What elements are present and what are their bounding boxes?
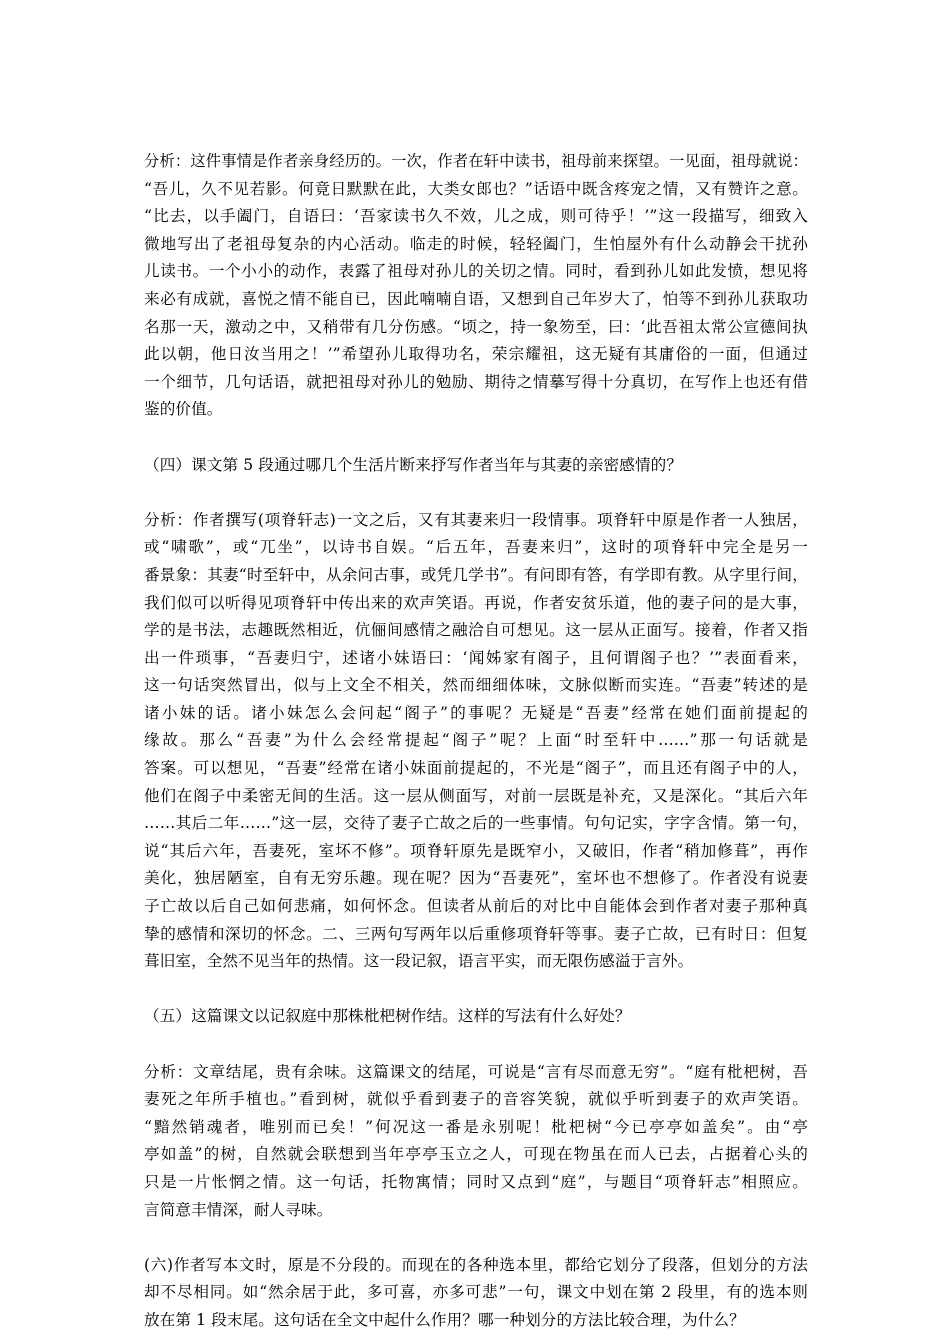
question-line: （四）课文第 5 段通过哪几个生活片断来抒写作者当年与其妻的亲密感情的？ <box>144 455 683 474</box>
paragraph-gap <box>144 479 808 507</box>
text-line: 这一句话突然冒出，似与上文全不相关，然而细细体味，文脉似断而实连。“吾妻”转述的是 <box>144 676 808 695</box>
text-line: 只是一片怅惘之情。这一句话，托物寓情；同时又点到“庭”，与题目“项脊轩志”相照应。 <box>144 1172 808 1191</box>
text-line: 分析：这件事情是作者亲身经历的。一次，作者在轩中读书，祖母前来探望。一见面，祖母就说： <box>144 152 808 170</box>
text-line: 说“其后六年，吾妻死，室坏不修”。项脊轩原先是既窄小，又破旧，作者“稍加修葺”，再作 <box>144 841 808 860</box>
question-line: (六)作者写本文时，原是不分段的。而现在的各种选本里，都给它划分了段落，但划分的方法 <box>144 1255 808 1274</box>
text-line: 亭如盖”的树，自然就会联想到当年亭亭玉立之人，可现在物虽在而人已去，占据着心头的 <box>144 1145 808 1164</box>
text-line: ……其后二年……”这一层，交待了妻子亡故之后的一些事情。句句记实，字字含情。第一句， <box>144 814 808 833</box>
text-line: 来必有成就，喜悦之情不能自已，因此喃喃自语，又想到自己年岁大了，怕等不到孙儿获取功 <box>144 289 808 308</box>
text-line: 分析：文章结尾，贵有余味。这篇课文的结尾，可说是“言有尽而意无穷”。“庭有枇杷树，吾 <box>144 1062 808 1081</box>
text-line: 出一件琐事，“吾妻归宁，述诸小妹语曰：‘闻姊家有阁子，且何谓阁子也？’”表面看来， <box>144 648 808 667</box>
text-line: “黯然销魂者，唯别而已矣！”何况这一番是永别呢！枇杷树“今已亭亭如盖矣”。由“亭 <box>144 1117 808 1136</box>
text-line: 学的是书法，志趣既然相近，伉俪间感情之融洽自可想见。这一层从正面写。接着，作者又指 <box>144 621 808 640</box>
text-line: 番景象：其妻“时至轩中，从余问古事，或凭几学书”。有问即有答，有学即有教。从字里行间， <box>144 565 808 584</box>
analysis-paragraph-3 <box>144 148 808 424</box>
paragraph-gap <box>144 424 808 452</box>
text-line: 名那一天，激动之中，又稍带有几分伤感。“顷之，持一象笏至，曰：‘此吾祖太常公宣德间执 <box>144 317 808 336</box>
paragraph-gap <box>144 1224 808 1252</box>
text-line: 微地写出了老祖母复杂的内心活动。临走的时候，轻轻阖门，生怕屋外有什么动静会干扰孙 <box>144 234 808 253</box>
question-4 <box>144 452 808 480</box>
text-line: 子亡故以后自己如何悲痛，如何怀念。但读者从前后的对比中自能体会到作者对妻子那种真 <box>144 897 808 916</box>
text-line: 葺旧室，全然不见当年的热情。这一段记叙，语言平实，而无限伤感溢于言外。 <box>144 952 694 971</box>
text-line: 诸小妹的话。诸小妹怎么会问起“阁子”的事呢？无疑是“吾妻”经常在她们面前提起的 <box>144 703 808 722</box>
text-line: 挚的感情和深切的怀念。二、三两句写两年以后重修项脊轩等事。妻子亡故，已有时日：但复 <box>144 924 808 943</box>
text-line: 缘故。那么“吾妻”为什么会经常提起“阁子”呢？上面“时至轩中……”那一句话就是 <box>144 731 808 750</box>
text-line: 妻死之年所手植也。”看到树，就似乎看到妻子的音容笑貌，就似乎听到妻子的欢声笑语。 <box>144 1090 808 1109</box>
text-line: “比去，以手阖门，自语曰：‘吾家读书久不效，儿之成，则可待乎！’”这一段描写，细致入 <box>144 207 808 226</box>
paragraph-gap <box>144 976 808 1004</box>
text-line: 答案。可以想见，“吾妻”经常在诸小妹面前提起的，不光是“阁子”，而且还有阁子中的人， <box>144 759 808 778</box>
text-line: 鉴的价值。 <box>144 400 223 419</box>
text-line: 言简意丰情深，耐人寻味。 <box>144 1200 333 1219</box>
text-line: 他们在阁子中柔密无间的生活。这一层从侧面写，对前一层既是补充，又是深化。“其后六年 <box>144 786 808 805</box>
question-line: 放在第 1 段末尾。这句话在全文中起什么作用？哪一种划分的方法比较合理，为什么？ <box>144 1310 745 1329</box>
text-line: “吾儿，久不见若影。何竟日默默在此，大类女郎也？”话语中既含疼宠之情，又有赞许之意。 <box>144 179 808 198</box>
text-line: 一个细节，几句话语，就把祖母对孙儿的勉励、期待之情摹写得十分真切，在写作上也还有借 <box>144 372 808 391</box>
text-line: 分析：作者撰写(项脊轩志)一文之后，又有其妻来归一段情事。项脊轩中原是作者一人独居， <box>144 510 808 529</box>
analysis-paragraph-5 <box>144 1059 808 1225</box>
analysis-paragraph-4 <box>144 507 808 976</box>
document-page <box>144 148 808 1335</box>
paragraph-gap <box>144 1031 808 1059</box>
question-line: 却不尽相同。如“然余居于此，多可喜，亦多可悲”一句，课文中划在第 2 段里，有的选本则 <box>144 1283 808 1302</box>
text-line: 美化，独居陋室，自有无穷乐趣。现在呢？因为“吾妻死”，室坏也不想修了。作者没有说妻 <box>144 869 808 888</box>
question-line: （五）这篇课文以记叙庭中那株枇杷树作结。这样的写法有什么好处？ <box>144 1007 631 1026</box>
text-line: 儿读书。一个小小的动作，表露了祖母对孙儿的关切之情。同时，看到孙儿如此发愤，想见将 <box>144 262 808 281</box>
text-line: 或“啸歌”，或“兀坐”，以诗书自娱。“后五年，吾妻来归”，这时的项脊轩中完全是另一 <box>144 538 808 557</box>
text-line: 此以朝，他日汝当用之！’”希望孙儿取得功名，荣宗耀祖，这无疑有其庸俗的一面，但通过 <box>144 345 808 364</box>
question-6 <box>144 1252 808 1335</box>
question-5 <box>144 1003 808 1031</box>
text-line: 我们似可以听得见项脊轩中传出来的欢声笑语。再说，作者安贫乐道，他的妻子问的是大事， <box>144 593 808 612</box>
